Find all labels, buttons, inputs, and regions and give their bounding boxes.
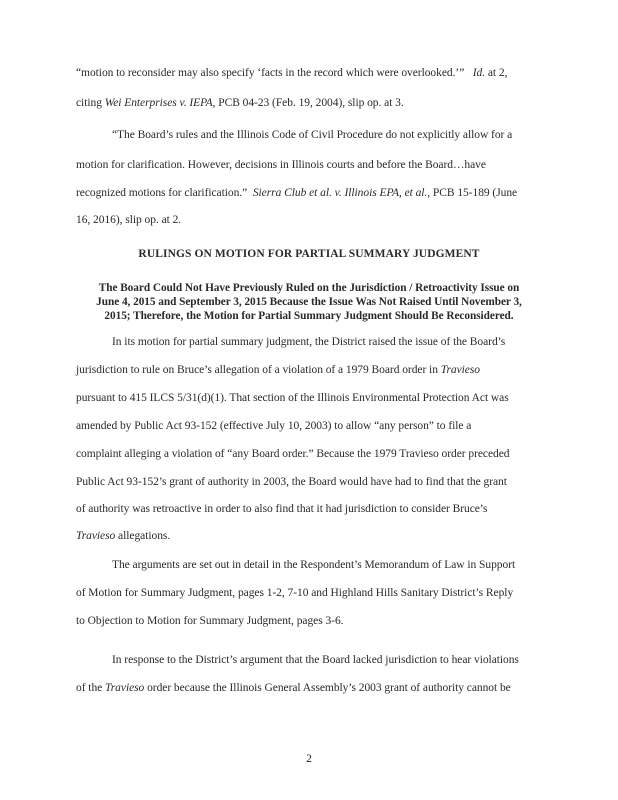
para2-line1: “The Board’s rules and the Illinois Code of Civil Procedure do not explicitly allow for a bbox=[112, 129, 513, 141]
body-text: order because the Illinois General Assembly’s 2003 grant of authority cannot be bbox=[147, 682, 511, 694]
body-text: allegations. bbox=[118, 530, 171, 542]
subheading-line1: The Board Could Not Have Previously Ruled on the Jurisdiction / Retroactivity Issue on bbox=[98, 282, 520, 294]
para5-line1: In response to the District’s argument that the Board lacked jurisdiction to hear violations bbox=[112, 654, 519, 666]
para2-line4: 16, 2016), slip op. at 2. bbox=[76, 214, 182, 226]
case-name: Wei Enterprises v. IEPA bbox=[104, 97, 213, 109]
para1-line2 bbox=[76, 96, 404, 110]
subheading-line2: June 4, 2015 and September 3, 2015 Because the Issue Was Not Raised Until November 3, bbox=[96, 296, 522, 308]
quote-text: recognized motions for clarification.” bbox=[76, 187, 248, 199]
para2-line2: motion for clarification. However, decisions in Illinois courts and before the Board…have bbox=[76, 159, 486, 171]
para3-line7: of authority was retroactive in order to also find that it had jurisdiction to consider Bruce’s bbox=[76, 503, 488, 515]
para1-line1 bbox=[76, 66, 507, 80]
body-text: jurisdiction to rule on Bruce’s allegation of a violation of a 1979 Board order in bbox=[76, 364, 438, 376]
para3-line6: Public Act 93-152’s grant of authority in 2003, the Board would have had to find that the grant bbox=[76, 476, 507, 488]
citation-detail: , PCB 15-189 (June bbox=[427, 187, 518, 199]
case-name: Travieso bbox=[76, 530, 116, 542]
para3-line2 bbox=[76, 363, 480, 377]
case-name: Travieso bbox=[440, 364, 480, 376]
citation-page: at 2, bbox=[487, 67, 508, 79]
citation-id: Id. bbox=[472, 67, 486, 79]
para5-line2 bbox=[76, 681, 511, 695]
citation-detail: , PCB 04-23 (Feb. 19, 2004), slip op. at 3. bbox=[212, 97, 404, 109]
section-heading: RULINGS ON MOTION FOR PARTIAL SUMMARY JUDGMENT bbox=[138, 248, 480, 260]
citing-text: citing bbox=[76, 97, 102, 109]
para4-line1: The arguments are set out in detail in the Respondent’s Memorandum of Law in Support bbox=[112, 559, 516, 571]
case-name: Travieso bbox=[105, 682, 145, 694]
para3-line5: complaint alleging a violation of “any Board order.” Because the 1979 Travieso order preceded bbox=[76, 448, 510, 460]
case-name: Sierra Club et al. v. Illinois EPA, et al. bbox=[252, 187, 428, 199]
para3-line3: pursuant to 415 ILCS 5/31(d)(1). That section of the Illinois Environmental Protection Act was bbox=[76, 392, 509, 404]
page-number: 2 bbox=[306, 753, 312, 765]
para3-line1: In its motion for partial summary judgment, the District raised the issue of the Board’s bbox=[112, 336, 506, 348]
para3-line4: amended by Public Act 93-152 (effective July 10, 2003) to allow “any person” to file a bbox=[76, 420, 472, 432]
para2-line3 bbox=[76, 186, 517, 200]
para4-line2: of Motion for Summary Judgment, pages 1-2, 7-10 and Highland Hills Sanitary District’s Reply bbox=[76, 587, 514, 599]
quote-text: “motion to reconsider may also specify ‘facts in the record which were overlooked.’” bbox=[76, 67, 465, 79]
body-text: of the bbox=[76, 682, 103, 694]
subheading-line3: 2015; Therefore, the Motion for Partial Summary Judgment Should Be Reconsidered. bbox=[104, 310, 514, 322]
para4-line3: to Objection to Motion for Summary Judgment, pages 3-6. bbox=[76, 615, 344, 627]
para3-line8 bbox=[76, 529, 170, 543]
